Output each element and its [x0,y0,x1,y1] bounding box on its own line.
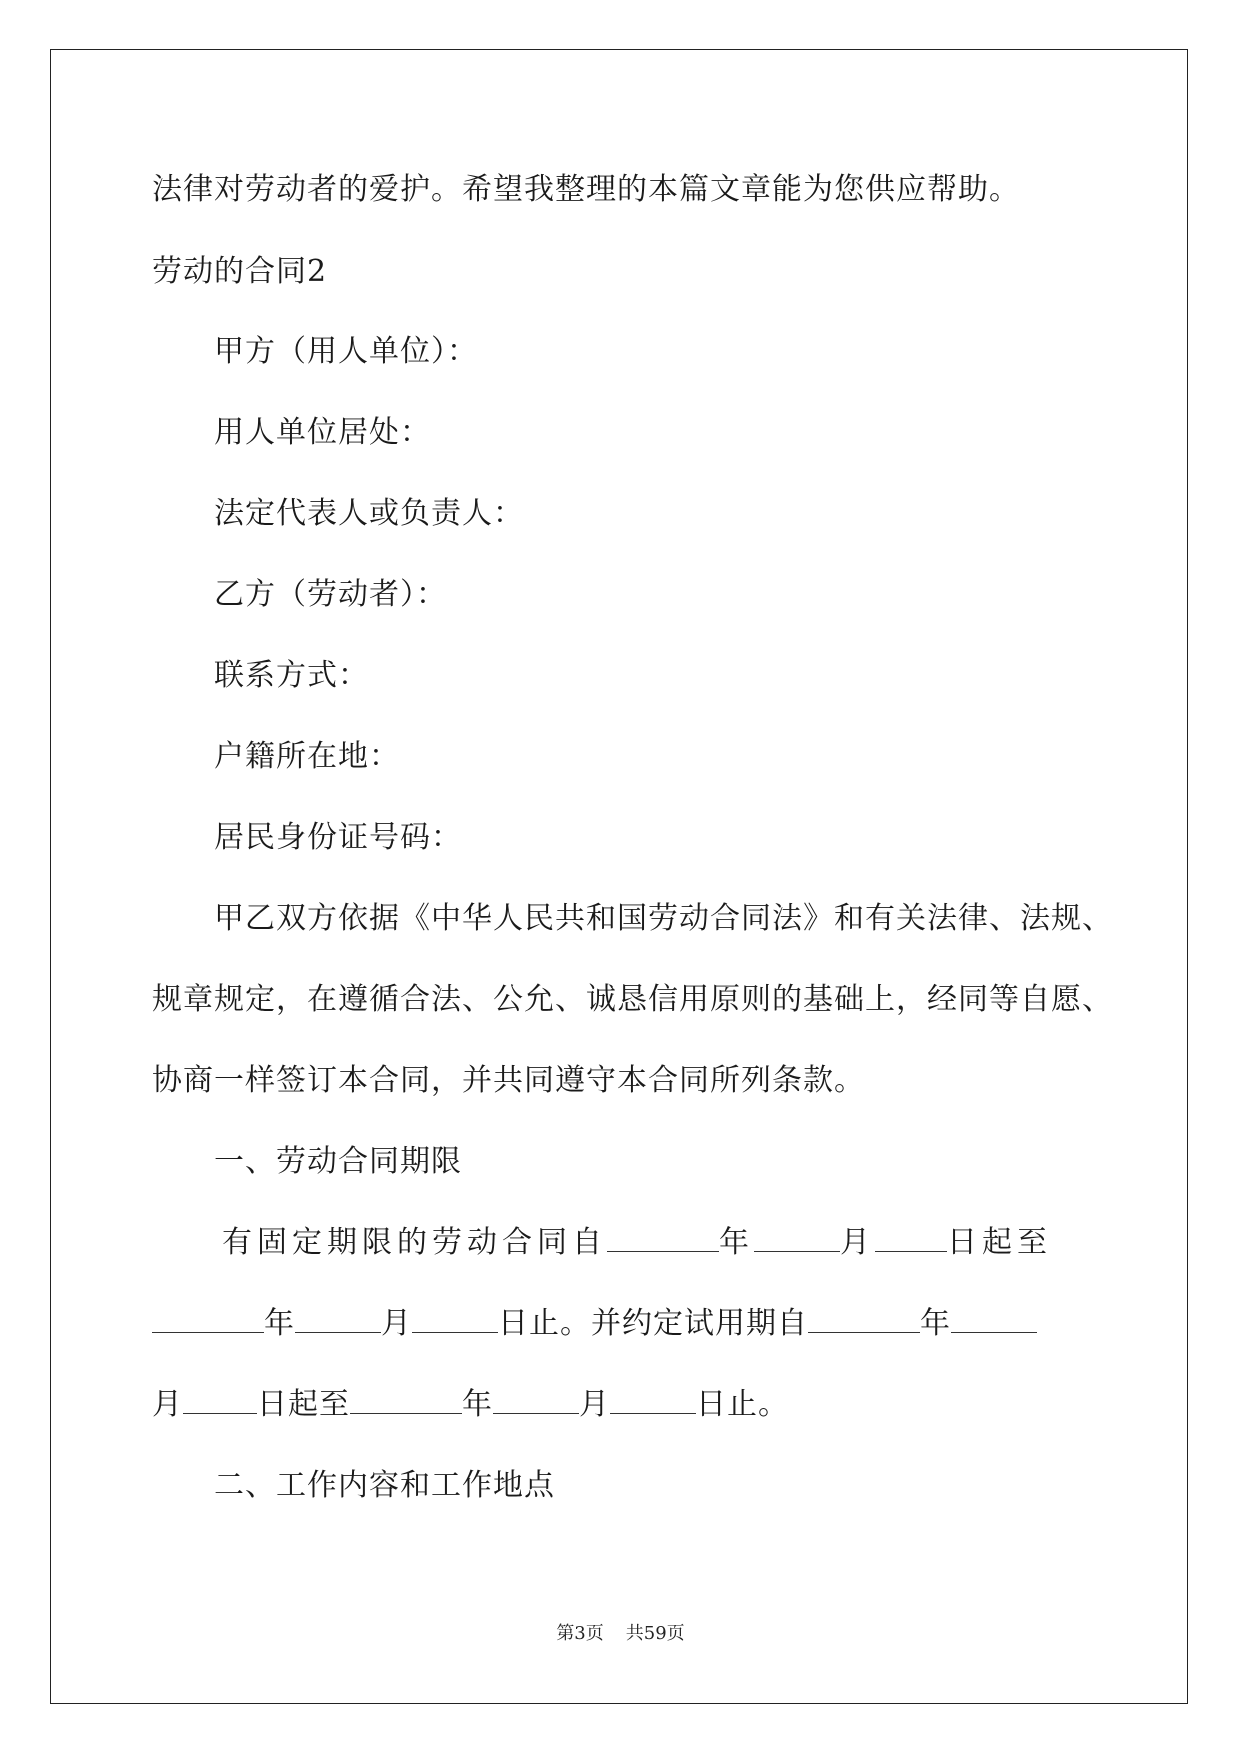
contract-term-line-2 [152,1306,1037,1342]
probation-text: 日止。并约定试用期自 [498,1306,808,1341]
field-party-b: 乙方（劳动者）： [214,577,447,612]
start-to-label: 日起至 [257,1387,350,1422]
body-line-1: 法律对劳动者的爱护。希望我整理的本篇文章能为您供应帮助。 [152,172,1020,207]
year-label: 年 [719,1225,754,1260]
year-label: 年 [920,1306,951,1341]
blank-probation-end-year [350,1387,462,1414]
blank-probation-start-month [951,1306,1037,1333]
blank-probation-start-year [808,1306,920,1333]
page-number: 第3页 [556,1623,604,1644]
field-party-a: 甲方（用人单位）： [214,334,478,369]
blank-probation-start-day [183,1387,257,1414]
blank-end-year [152,1306,264,1333]
year-label: 年 [462,1387,493,1422]
blank-end-day [412,1306,498,1333]
month-label: 月 [152,1387,183,1422]
blank-start-month [754,1225,840,1252]
blank-start-day [875,1225,947,1252]
blank-probation-end-month [493,1387,579,1414]
year-label: 年 [264,1306,295,1341]
field-household-registration: 户籍所在地： [214,739,400,774]
page-border [50,49,1188,1704]
end-label: 日止。 [696,1387,789,1422]
page-total: 共59页 [625,1623,685,1644]
day-start-label: 日起至 [947,1225,1052,1260]
clause-heading-2: 二、工作内容和工作地点 [214,1468,555,1503]
field-legal-representative: 法定代表人或负责人： [214,496,524,531]
month-label: 月 [381,1306,412,1341]
contract-term-line-3 [152,1387,789,1423]
month-label: 月 [579,1387,610,1422]
contract-term-line-1 [222,1225,1052,1261]
clause-heading-1: 一、劳动合同期限 [214,1144,462,1179]
body-paragraph-line-1: 甲乙双方依据《中华人民共和国劳动合同法》和有关法律、法规、 [214,901,1113,936]
blank-end-month [295,1306,381,1333]
body-paragraph-line-3: 协商一样签订本合同，并共同遵守本合同所列条款。 [152,1063,865,1098]
page-footer [0,1622,1241,1646]
blank-start-year [607,1225,719,1252]
field-contact: 联系方式： [214,658,369,693]
month-label: 月 [840,1225,875,1260]
field-id-number: 居民身份证号码： [214,820,462,855]
contract-term-text: 有固定期限的劳动合同自 [222,1225,607,1260]
field-employer-address: 用人单位居处： [214,415,431,450]
blank-probation-end-day [610,1387,696,1414]
body-paragraph-line-2: 规章规定，在遵循合法、公允、诚恳信用原则的基础上，经同等自愿、 [152,982,1113,1017]
section-title: 劳动的合同2 [152,254,328,289]
